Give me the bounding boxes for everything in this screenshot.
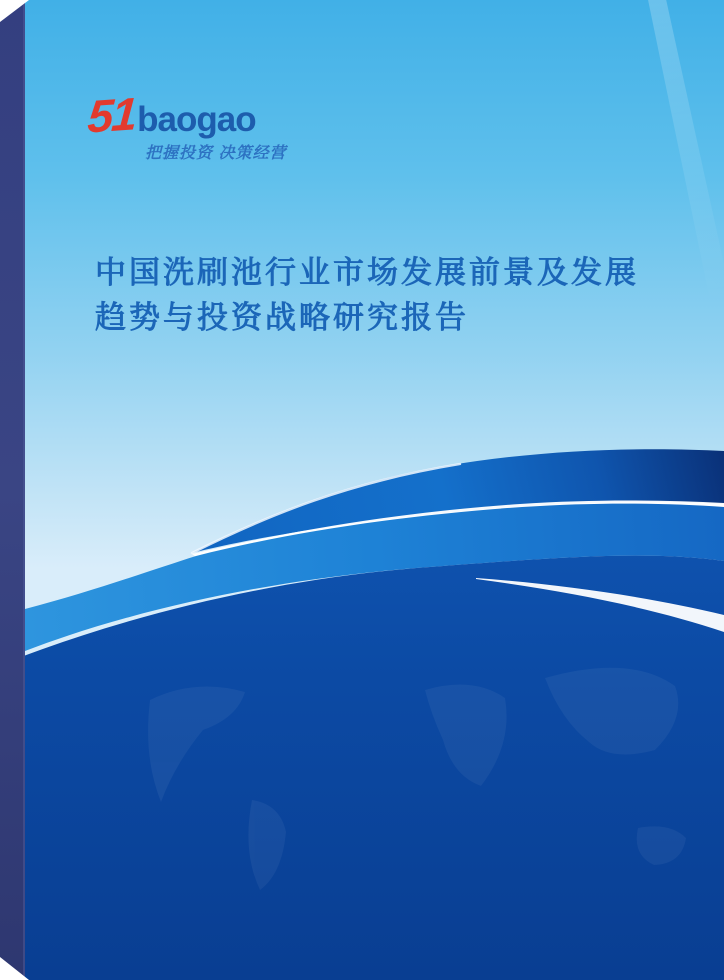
logo-tagline: 把握投资 决策经营 [145, 145, 287, 162]
left-edge-strip [0, 0, 25, 980]
report-title-line2: 趋势与投资战略研究报告 [95, 300, 469, 335]
logo-wordmark: baogao [137, 100, 256, 139]
logo-number: 51 [85, 87, 138, 143]
report-title [95, 250, 685, 340]
logo [85, 87, 256, 143]
left-strip-edge-highlight [23, 0, 25, 980]
report-title-line1: 中国洗刷池行业市场发展前景及发展 [95, 255, 639, 290]
